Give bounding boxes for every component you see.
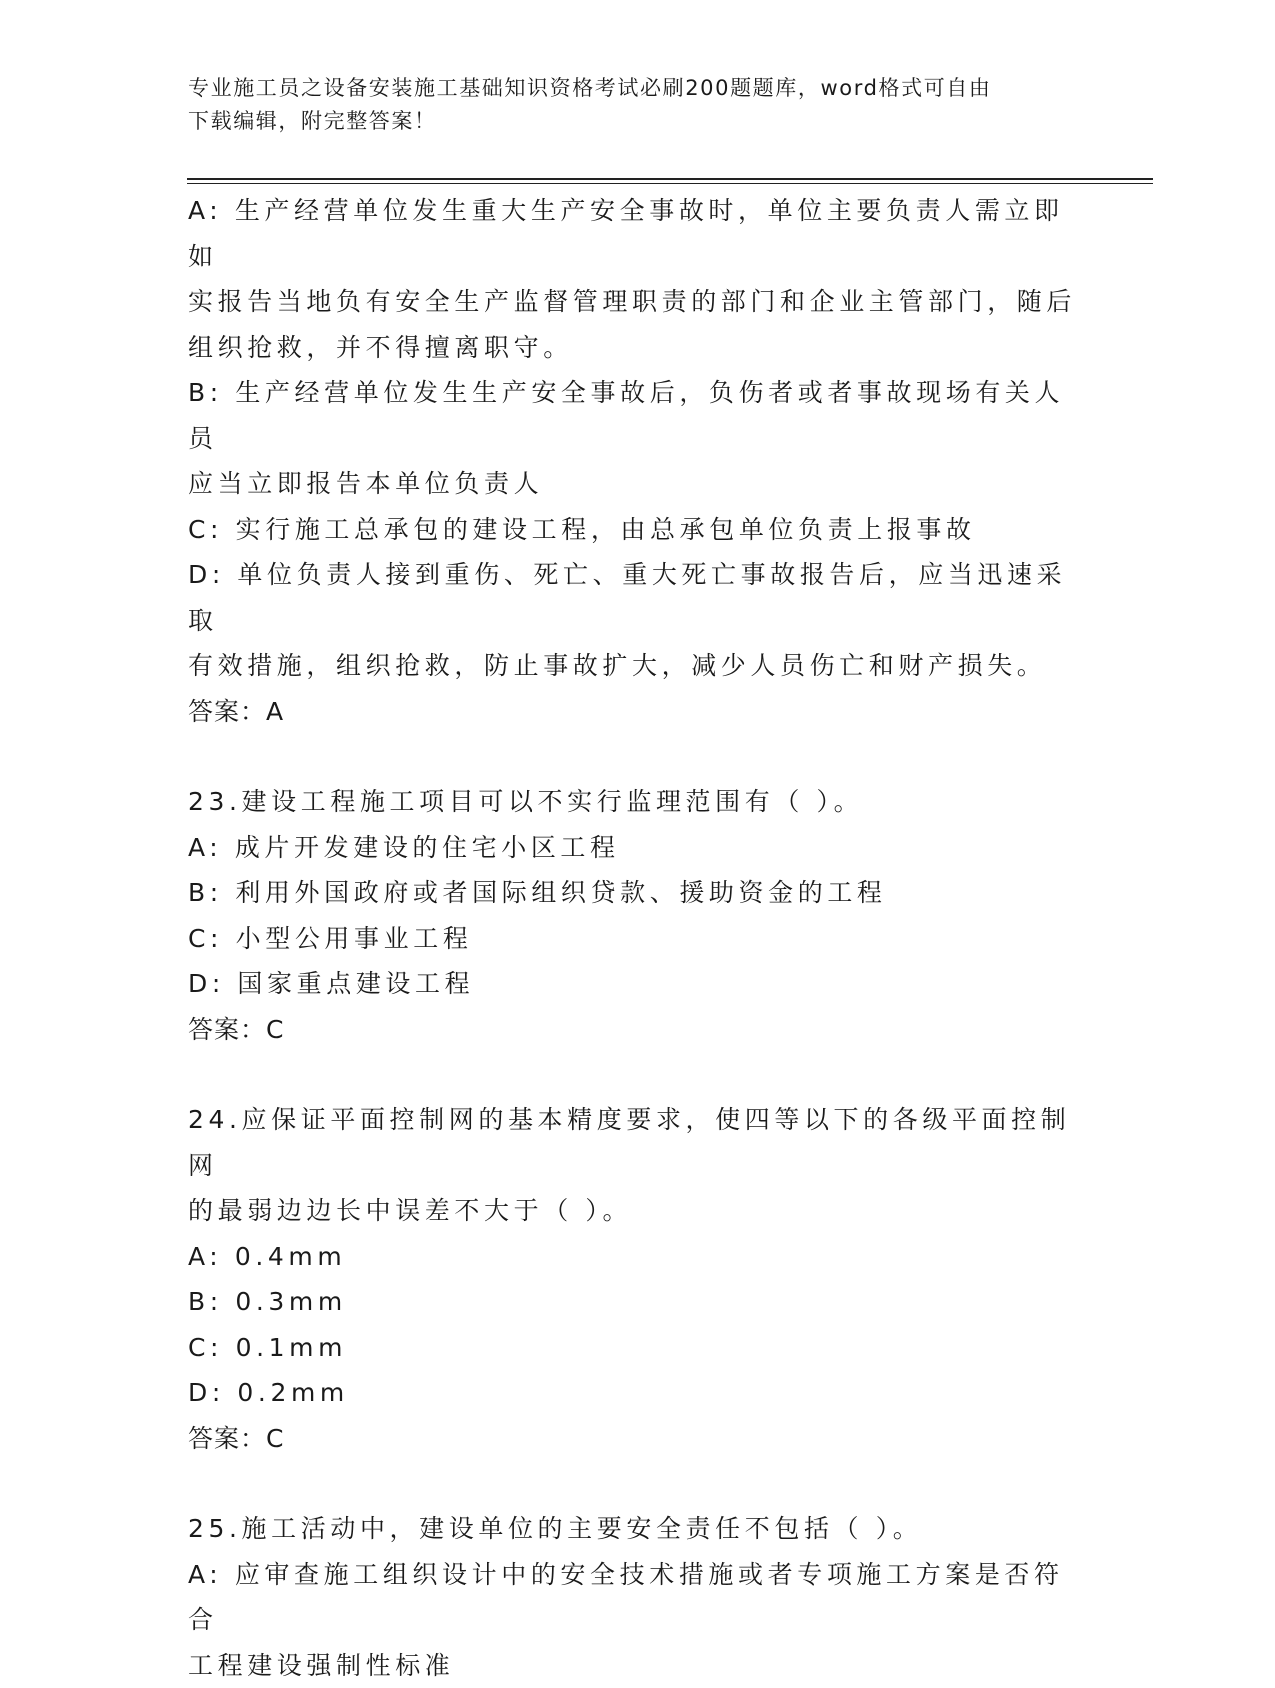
q22-answer: 答案：A — [188, 689, 1088, 735]
spacer — [188, 734, 1088, 779]
spacer — [188, 1052, 1088, 1097]
q24-option-c: C: 0.1mm — [188, 1325, 1088, 1371]
q22-option-c: C: 实行施工总承包的建设工程，由总承包单位负责上报事故 — [188, 507, 1088, 553]
question-23 — [188, 779, 1088, 1052]
q24-option-a: A: 0.4mm — [188, 1234, 1088, 1280]
q25-option-a-line-1: A: 应审查施工组织设计中的安全技术措施或者专项施工方案是否符合 — [188, 1552, 1088, 1643]
q23-option-d: D: 国家重点建设工程 — [188, 961, 1088, 1007]
q23-option-b: B: 利用外国政府或者国际组织贷款、援助资金的工程 — [188, 870, 1088, 916]
q22-option-a-line-3: 组织抢救，并不得擅离职守。 — [188, 325, 1088, 371]
q22-option-b-line-1: B: 生产经营单位发生生产安全事故后，负伤者或者事故现场有关人员 — [188, 370, 1088, 461]
q22-option-b-line-2: 应当立即报告本单位负责人 — [188, 461, 1088, 507]
q23-option-c: C: 小型公用事业工程 — [188, 916, 1088, 962]
q22-option-d-line-1: D: 单位负责人接到重伤、死亡、重大死亡事故报告后，应当迅速采取 — [188, 552, 1088, 643]
header-title-line-2: 下载编辑，附完整答案！ — [188, 105, 1068, 138]
document-body — [188, 188, 1088, 1688]
question-25 — [188, 1506, 1088, 1688]
q23-option-a: A: 成片开发建设的住宅小区工程 — [188, 825, 1088, 871]
q25-option-a-line-2: 工程建设强制性标准 — [188, 1643, 1088, 1688]
header-title-line-1: 专业施工员之设备安装施工基础知识资格考试必刷200题题库，word格式可自由 — [188, 72, 1068, 105]
document-header — [188, 72, 1068, 138]
q24-option-b: B: 0.3mm — [188, 1279, 1088, 1325]
q22-option-a-line-1: A: 生产经营单位发生重大生产安全事故时，单位主要负责人需立即如 — [188, 188, 1088, 279]
q23-stem: 23.建设工程施工项目可以不实行监理范围有（ ）。 — [188, 779, 1088, 825]
q24-stem-line-2: 的最弱边边长中误差不大于（ ）。 — [188, 1188, 1088, 1234]
q22-option-a-line-2: 实报告当地负有安全生产监督管理职责的部门和企业主管部门，随后 — [188, 279, 1088, 325]
q24-stem-line-1: 24.应保证平面控制网的基本精度要求，使四等以下的各级平面控制网 — [188, 1097, 1088, 1188]
q25-stem: 25.施工活动中，建设单位的主要安全责任不包括（ ）。 — [188, 1506, 1088, 1552]
q24-option-d: D: 0.2mm — [188, 1370, 1088, 1416]
q24-answer: 答案：C — [188, 1416, 1088, 1462]
spacer — [188, 1461, 1088, 1506]
q22-option-d-line-2: 有效措施，组织抢救，防止事故扩大，减少人员伤亡和财产损失。 — [188, 643, 1088, 689]
question-24 — [188, 1097, 1088, 1461]
header-divider — [187, 178, 1153, 184]
question-22-options — [188, 188, 1088, 734]
q23-answer: 答案：C — [188, 1007, 1088, 1053]
